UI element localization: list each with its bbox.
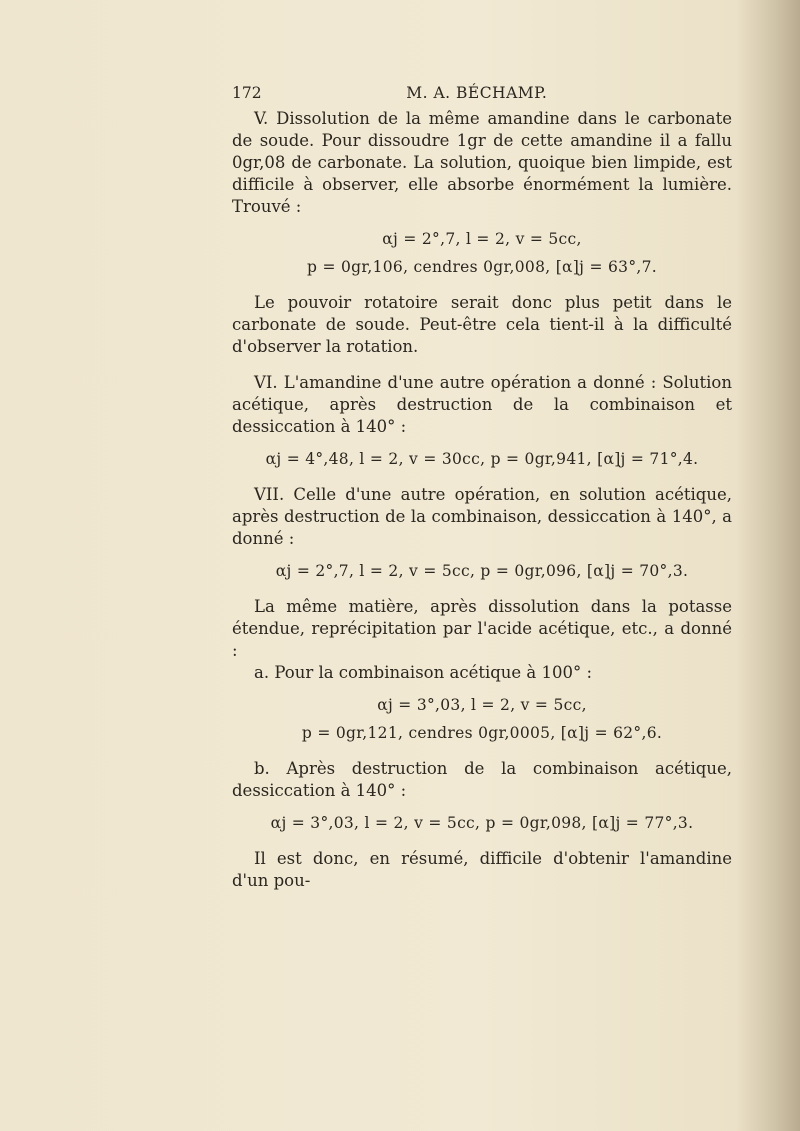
formula-v-line-1: αj = 2°,7, l = 2, v = 5cc, (382, 230, 582, 248)
formula-v-line-2: p = 0gr,106, cendres 0gr,008, [α]j = 63°,7. (307, 258, 657, 276)
paragraph-last: Il est donc, en résumé, difficile d'obtenir l'amandine d'un pou- (232, 849, 732, 890)
page-header (232, 82, 732, 106)
page-text-block (232, 82, 732, 892)
paragraph-v: V. Dissolution de la même amandine dans le carbonate de soude. Pour dissoudre 1gr de cette amandine il a fallu 0gr,08 de carbonate. La solution, quoique bien limpide, est difficile à observer, elle absorbe énormément la lumière. Trouvé : (232, 109, 732, 216)
formula-vii: αj = 2°,7, l = 2, v = 5cc, p = 0gr,096, [α]j = 70°,3. (275, 562, 689, 580)
formula-a-line-1: αj = 3°,03, l = 2, v = 5cc, (377, 696, 587, 714)
formula-b: αj = 3°,03, l = 2, v = 5cc, p = 0gr,098, [α]j = 77°,3. (270, 814, 694, 832)
paragraph-viii: La même matière, après dissolution dans la potasse étendue, reprécipitation par l'acide acétique, etc., a donné : (232, 597, 732, 660)
item-a: a. Pour la combinaison acétique à 100° : (254, 663, 593, 682)
formula-a-line-2: p = 0gr,121, cendres 0gr,0005, [α]j = 62°,6. (301, 724, 663, 742)
paragraph-v-conclusion: Le pouvoir rotatoire serait donc plus petit dans le carbonate de soude. Peut-être cela tient-il à la difficulté d'observer la rotation. (232, 293, 732, 356)
paragraph-vii: VII. Celle d'une autre opération, en solution acétique, après destruction de la combinaison, dessiccation à 140°, a donné : (232, 485, 732, 548)
running-title: M. A. BÉCHAMP. (406, 84, 548, 102)
formula-vi: αj = 4°,48, l = 2, v = 30cc, p = 0gr,941, [α]j = 71°,4. (265, 450, 699, 468)
item-b: b. Après destruction de la combinaison acétique, dessiccation à 140° : (232, 759, 732, 800)
paragraph-vi: VI. L'amandine d'une autre opération a donné : Solution acétique, après destruction de la combinaison et dessiccation à 140° : (232, 373, 732, 436)
page-number: 172 (232, 84, 262, 102)
